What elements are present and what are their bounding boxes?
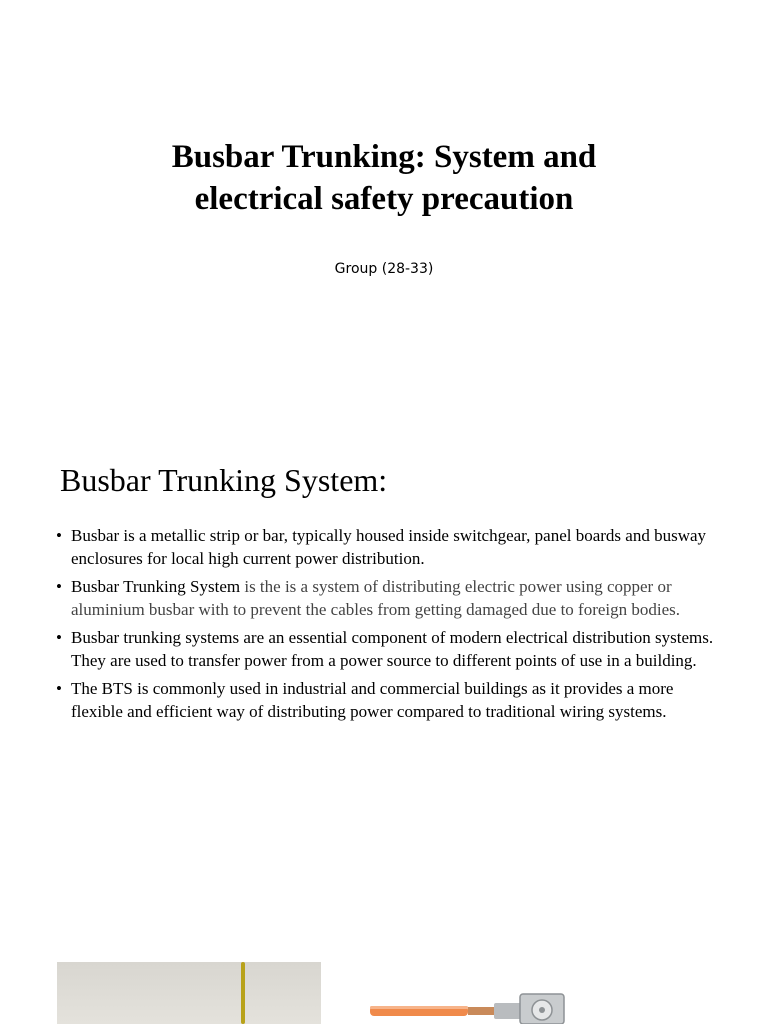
bullet-text: The BTS is commonly used in industrial and commercial buildings as it provides a more flexible and efficient way of distributing power compared to traditional wiring systems. (71, 679, 674, 721)
bullet-icon: • (56, 577, 62, 596)
title-line-2: electrical safety precaution (194, 181, 574, 217)
slide-title (0, 136, 768, 220)
bullet-icon: • (56, 679, 62, 698)
image-slide (0, 960, 768, 1024)
bullet-list (56, 524, 726, 728)
yellow-wire-photo (57, 962, 321, 1024)
yellow-wire-icon (241, 962, 245, 1024)
bullet-icon: • (56, 628, 62, 647)
bullet-text: Busbar trunking systems are an essential component of modern electrical distribution systems. They are used to transfer power from a power source to different points of use in a building. (71, 628, 714, 670)
bullet-item (56, 524, 726, 570)
title-line-1: Busbar Trunking: System and (171, 139, 597, 175)
slide-subtitle: Group (28-33) (334, 261, 434, 277)
bullet-lead-text: Busbar Trunking System (71, 577, 241, 596)
bullet-item (56, 626, 726, 672)
bullet-icon: • (56, 526, 62, 545)
cable-terminal-icon (370, 990, 570, 1024)
bullet-item (56, 677, 726, 723)
bullet-item (56, 575, 726, 621)
title-slide (0, 0, 768, 384)
slide-heading: Busbar Trunking System: (60, 462, 388, 498)
bullet-text: Busbar is a metallic strip or bar, typically housed inside switchgear, panel boards and busway enclosures for local high current power distribution. (71, 526, 707, 568)
bullet-text: is the is a system of distributing electric power using copper or aluminium busbar with to prevent the cables from getting damaged due to foreign bodies. (71, 577, 681, 619)
content-slide (0, 420, 768, 960)
